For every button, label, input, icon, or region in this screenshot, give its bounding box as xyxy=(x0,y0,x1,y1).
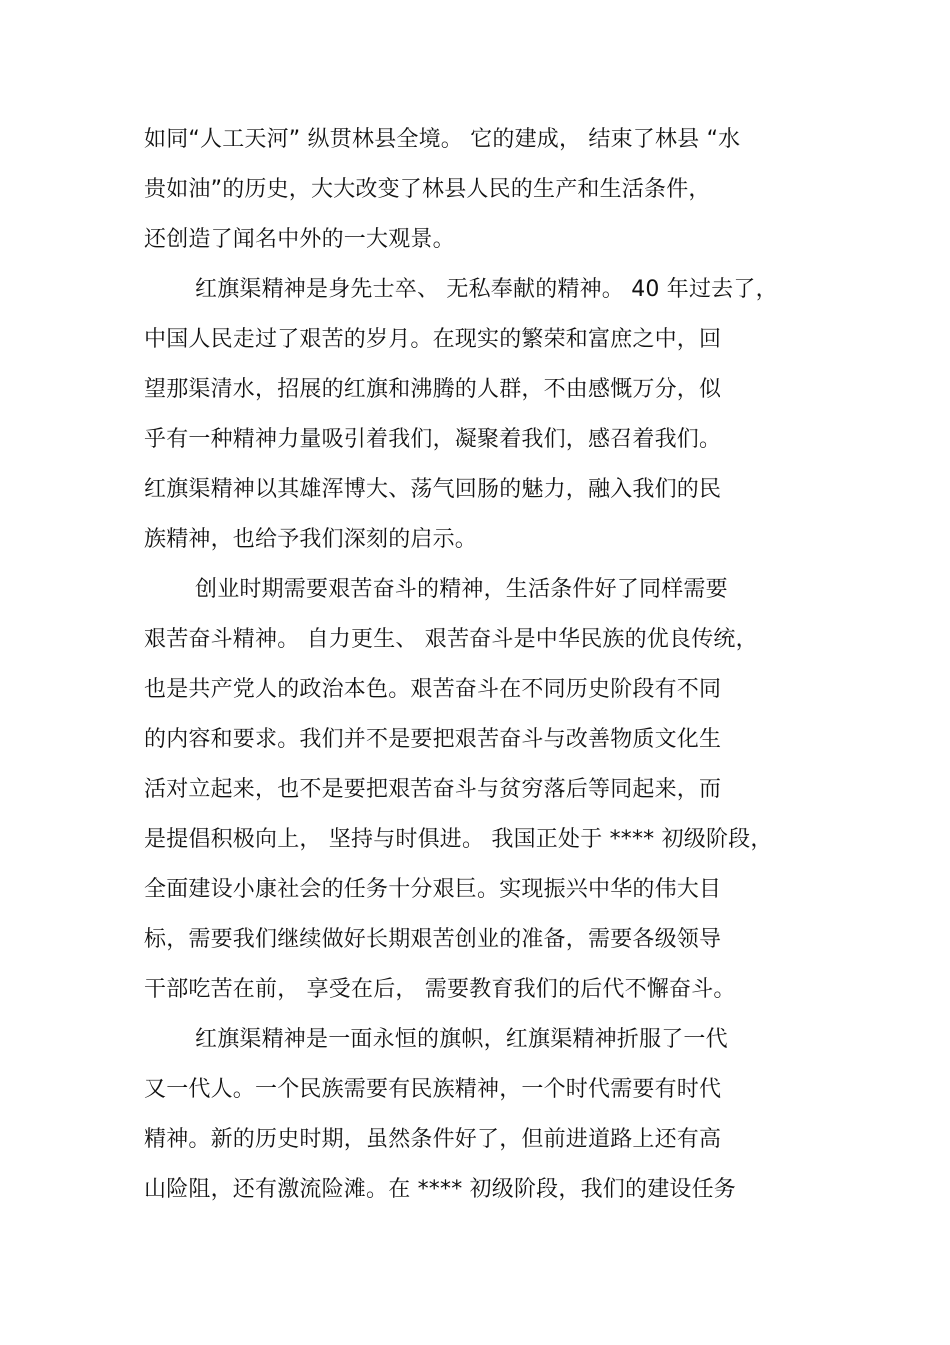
text-line: 乎有一种精神力量吸引着我们，凝聚着我们，感召着我们。 xyxy=(144,427,722,452)
text-line: 也是共产党人的政治本色。艰苦奋斗在不同历史阶段有不同 xyxy=(144,677,722,702)
text-line: 如同“人工天河” 纵贯林县全境。 它的建成， 结束了林县 “水 xyxy=(144,127,741,152)
text-line: 又一代人。一个民族需要有民族精神，一个时代需要有时代 xyxy=(144,1077,722,1102)
text-line: 干部吃苦在前， 享受在后， 需要教育我们的后代不懈奋斗。 xyxy=(144,977,736,1002)
text-line: 贵如油”的历史，大大改变了林县人民的生产和生活条件， xyxy=(144,177,711,202)
text-line: 还创造了闻名中外的一大观景。 xyxy=(144,227,455,252)
text-line: 精神。新的历史时期，虽然条件好了，但前进道路上还有高 xyxy=(144,1127,722,1152)
text-line: 活对立起来，也不是要把艰苦奋斗与贫穷落后等同起来，而 xyxy=(144,777,722,802)
text-line: 是提倡积极向上， 坚持与时俱进。 我国正处于 **** 初级阶段， xyxy=(144,827,773,852)
paragraph-start-line: 红旗渠精神是身先士卒、 无私奉献的精神。 40 年过去了， xyxy=(195,277,778,302)
text-line: 红旗渠精神以其雄浑博大、荡气回肠的魅力，融入我们的民 xyxy=(144,477,722,502)
text-line: 族精神，也给予我们深刻的启示。 xyxy=(144,527,478,552)
text-line: 全面建设小康社会的任务十分艰巨。实现振兴中华的伟大目 xyxy=(144,877,722,902)
paragraph-start-line: 红旗渠精神是一面永恒的旗帜，红旗渠精神折服了一代 xyxy=(195,1027,728,1052)
paragraph-start-line: 创业时期需要艰苦奋斗的精神，生活条件好了同样需要 xyxy=(195,577,728,602)
text-line: 望那渠清水，招展的红旗和沸腾的人群，不由感慨万分，似 xyxy=(144,377,722,402)
text-line: 中国人民走过了艰苦的岁月。在现实的繁荣和富庶之中，回 xyxy=(144,327,722,352)
text-line: 艰苦奋斗精神。 自力更生、 艰苦奋斗是中华民族的优良传统， xyxy=(144,627,758,652)
text-line: 的内容和要求。我们并不是要把艰苦奋斗与改善物质文化生 xyxy=(144,727,722,752)
text-line: 山险阻，还有激流险滩。在 **** 初级阶段，我们的建设任务 xyxy=(144,1177,736,1202)
text-line: 标，需要我们继续做好长期艰苦创业的准备，需要各级领导 xyxy=(144,927,722,952)
